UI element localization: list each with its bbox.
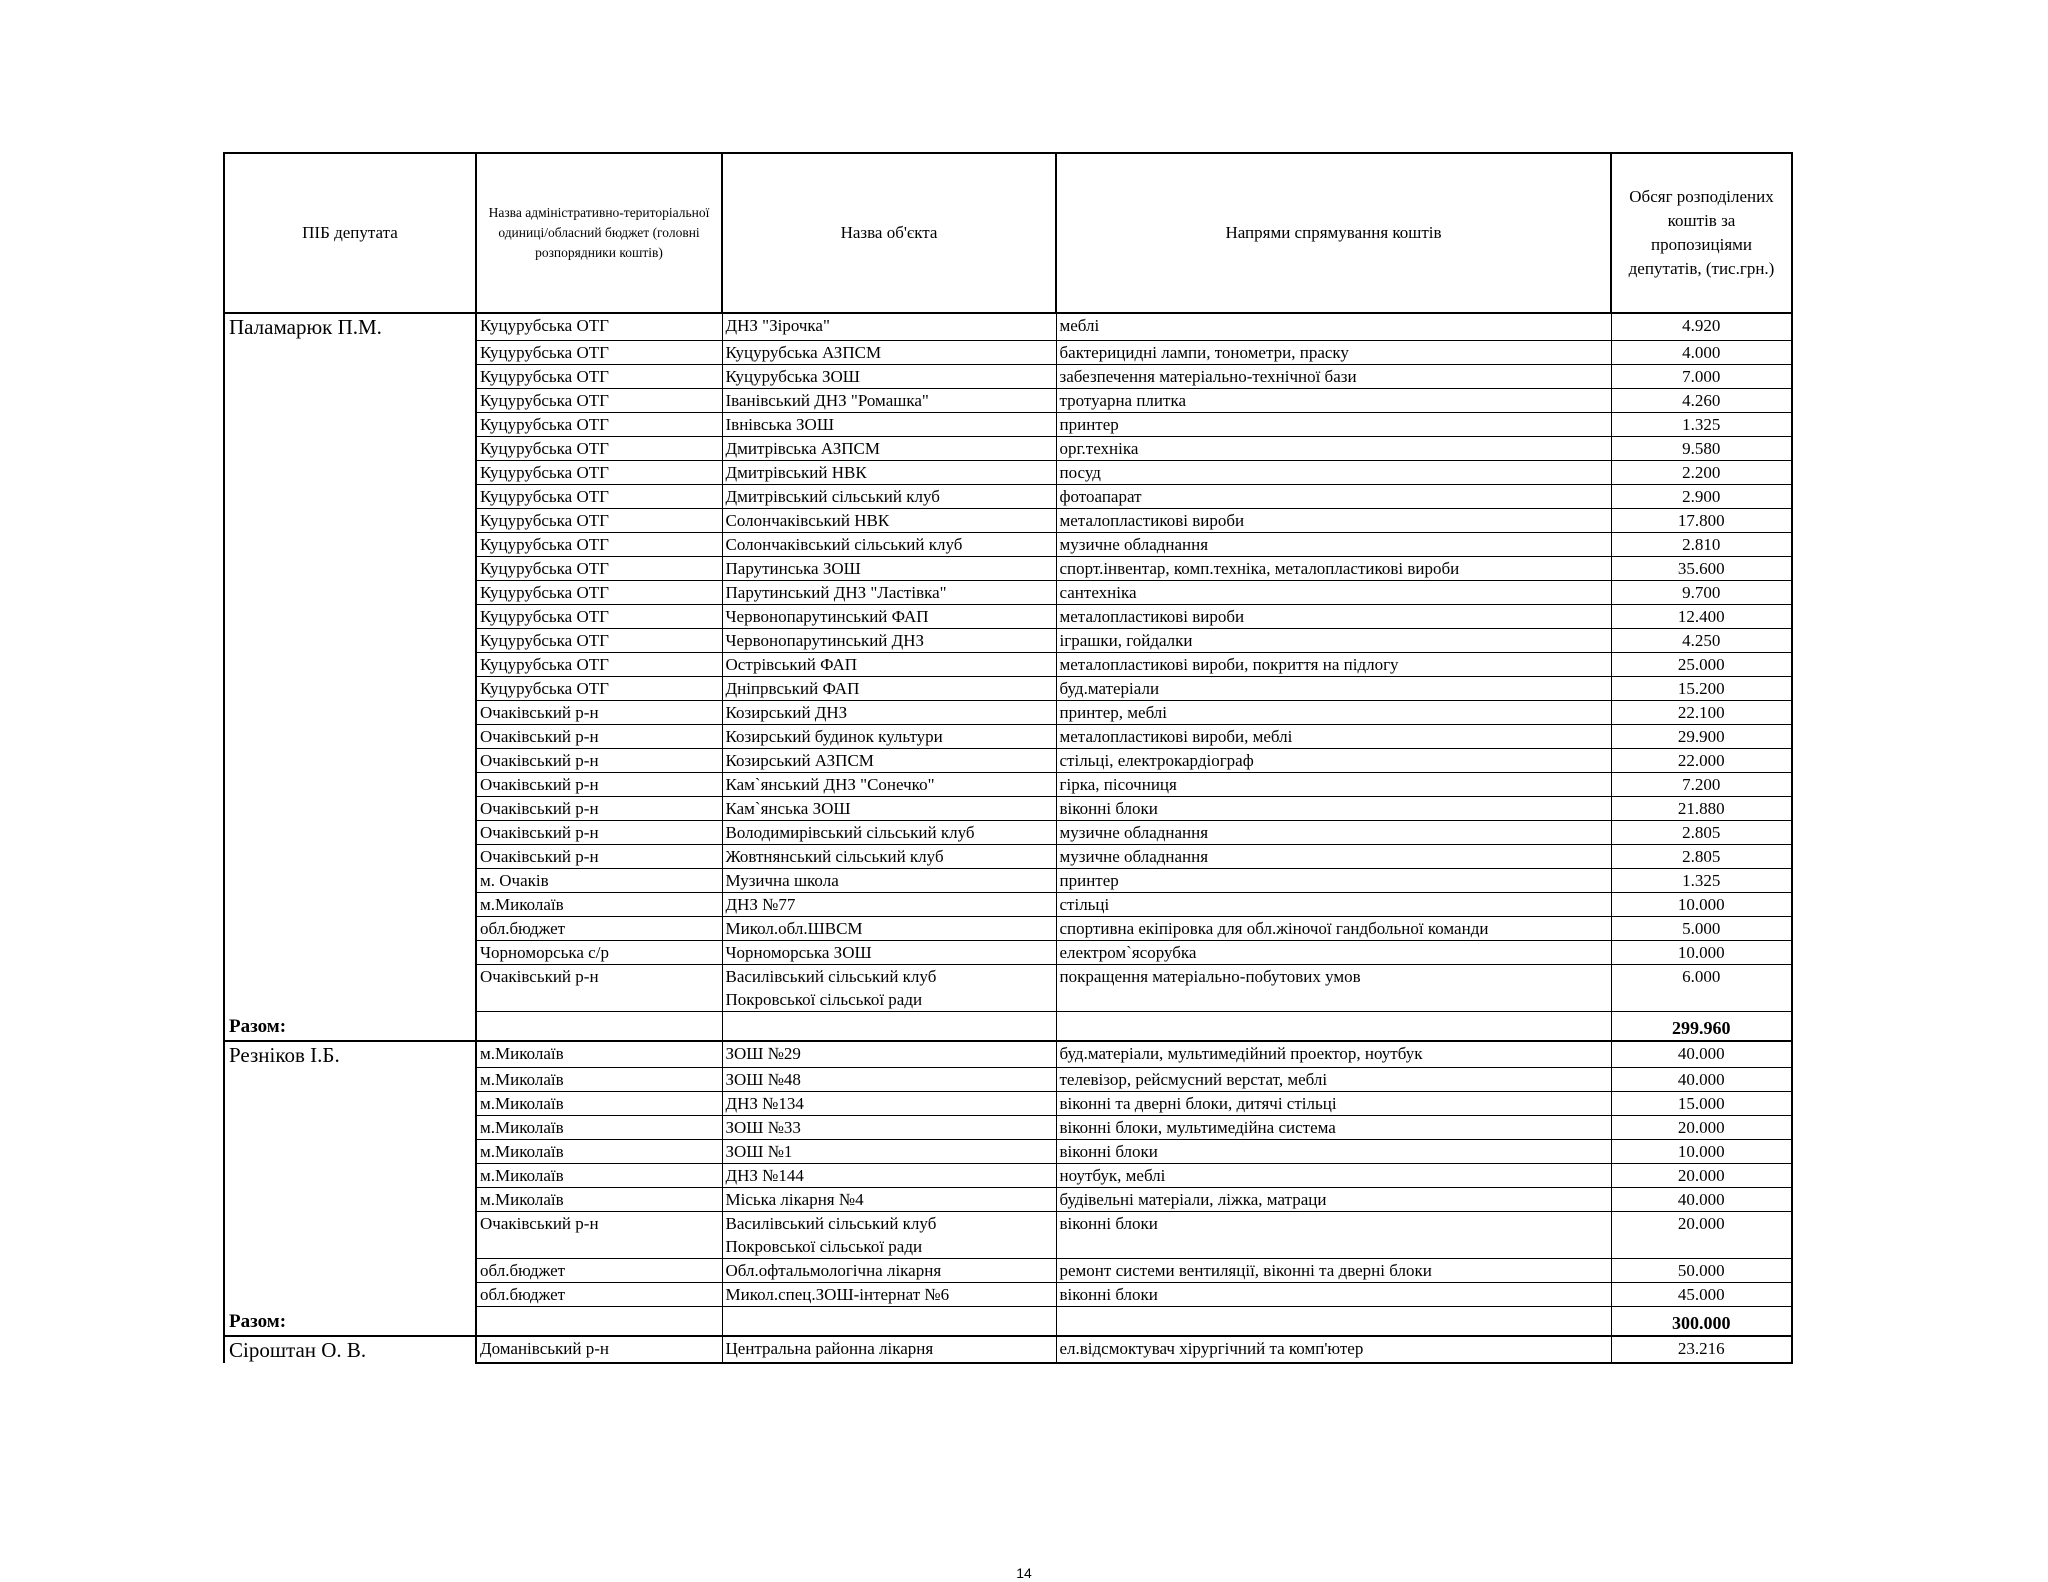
deputy-cell xyxy=(224,820,476,844)
object-cell xyxy=(722,748,1056,772)
object-name-line2: Покровської сільської ради xyxy=(725,1237,923,1256)
unit-cell: Куцурубська ОТГ xyxy=(476,484,722,508)
amount-cell: 50.000 xyxy=(1611,1259,1792,1283)
amount-cell: 1.325 xyxy=(1611,868,1792,892)
amount-cell: 35.600 xyxy=(1611,556,1792,580)
object-cell xyxy=(722,1140,1056,1164)
table-row xyxy=(224,1283,1792,1307)
table-row xyxy=(224,364,1792,388)
directions-cell: гірка, пісочниця xyxy=(1056,772,1611,796)
table-row xyxy=(224,964,1792,1011)
amount-cell: 15.000 xyxy=(1611,1092,1792,1116)
amount-cell: 2.810 xyxy=(1611,532,1792,556)
object-cell xyxy=(722,1092,1056,1116)
object-name: Козирський ДНЗ xyxy=(725,702,848,722)
directions-cell: покращення матеріально-побутових умов xyxy=(1056,964,1611,1011)
table-row xyxy=(224,340,1792,364)
table-row xyxy=(224,700,1792,724)
amount-cell: 7.000 xyxy=(1611,364,1792,388)
amount-cell: 9.580 xyxy=(1611,436,1792,460)
directions-cell: фотоапарат xyxy=(1056,484,1611,508)
total-empty-cell xyxy=(476,1011,722,1041)
amount-cell: 4.000 xyxy=(1611,340,1792,364)
unit-cell: м.Миколаїв xyxy=(476,1116,722,1140)
directions-cell: електром`ясорубка xyxy=(1056,940,1611,964)
amount-cell: 10.000 xyxy=(1611,1140,1792,1164)
object-cell xyxy=(722,724,1056,748)
deputy-cell xyxy=(224,1259,476,1283)
amount-cell: 10.000 xyxy=(1611,892,1792,916)
object-name: Куцурубська АЗПСМ xyxy=(725,342,882,362)
object-cell xyxy=(722,1116,1056,1140)
object-cell xyxy=(722,1259,1056,1283)
deputy-cell xyxy=(224,412,476,436)
unit-cell: Куцурубська ОТГ xyxy=(476,604,722,628)
deputy-cell xyxy=(224,364,476,388)
object-cell xyxy=(722,1212,1056,1259)
amount-cell: 7.200 xyxy=(1611,772,1792,796)
object-name: Козирський будинок культури xyxy=(725,726,943,746)
total-empty-cell xyxy=(722,1011,1056,1041)
table-row xyxy=(224,1140,1792,1164)
deputy-name: Сіроштан О. В. xyxy=(224,1336,476,1363)
unit-cell: м.Миколаїв xyxy=(476,1068,722,1092)
page-number: 14 xyxy=(1016,1565,1032,1581)
total-row xyxy=(224,1307,1792,1337)
unit-cell: м.Миколаїв xyxy=(476,1041,722,1068)
directions-cell: спортивна екіпіровка для обл.жіночої гандбольної команди xyxy=(1056,916,1611,940)
amount-cell: 22.000 xyxy=(1611,748,1792,772)
deputy-cell xyxy=(224,652,476,676)
object-cell xyxy=(722,964,1056,1011)
deputy-cell xyxy=(224,1212,476,1259)
amount-cell: 2.900 xyxy=(1611,484,1792,508)
object-cell xyxy=(722,604,1056,628)
object-name: Парутинський ДНЗ "Ластівка" xyxy=(725,582,947,602)
directions-cell: віконні та дверні блоки, дитячі стільці xyxy=(1056,1092,1611,1116)
unit-cell: Куцурубська ОТГ xyxy=(476,460,722,484)
deputy-cell xyxy=(224,340,476,364)
directions-cell: іграшки, гойдалки xyxy=(1056,628,1611,652)
unit-cell: Куцурубська ОТГ xyxy=(476,652,722,676)
table-row xyxy=(224,1212,1792,1259)
deputy-name: Резніков І.Б. xyxy=(224,1041,476,1068)
object-cell xyxy=(722,1283,1056,1307)
unit-cell: Очаківський р-н xyxy=(476,964,722,1011)
directions-cell: принтер xyxy=(1056,412,1611,436)
amount-cell: 23.216 xyxy=(1611,1336,1792,1363)
deputy-cell xyxy=(224,1068,476,1092)
amount-cell: 2.200 xyxy=(1611,460,1792,484)
object-cell xyxy=(722,460,1056,484)
deputy-cell xyxy=(224,388,476,412)
amount-cell: 20.000 xyxy=(1611,1116,1792,1140)
unit-cell: Очаківський р-н xyxy=(476,796,722,820)
object-name: Острівський ФАП xyxy=(725,654,858,674)
deputy-cell xyxy=(224,1092,476,1116)
deputy-cell xyxy=(224,844,476,868)
unit-cell: Куцурубська ОТГ xyxy=(476,412,722,436)
directions-cell: посуд xyxy=(1056,460,1611,484)
object-name: Іванівський ДНЗ "Ромашка" xyxy=(725,390,929,410)
unit-cell: Очаківський р-н xyxy=(476,1212,722,1259)
object-name: Кам`янський ДНЗ "Сонечко" xyxy=(725,774,935,794)
table-body xyxy=(224,313,1792,1363)
total-empty-cell xyxy=(1056,1011,1611,1041)
unit-cell: м.Миколаїв xyxy=(476,1092,722,1116)
directions-cell: металопластикові вироби xyxy=(1056,508,1611,532)
object-name: Центральна районна лікарня xyxy=(725,1339,934,1358)
total-label: Разом: xyxy=(224,1307,476,1337)
deputy-cell xyxy=(224,604,476,628)
deputy-cell xyxy=(224,1116,476,1140)
deputy-cell xyxy=(224,772,476,796)
object-name: Дмитрівський сільський клуб xyxy=(725,486,940,506)
amount-cell: 40.000 xyxy=(1611,1188,1792,1212)
amount-cell: 10.000 xyxy=(1611,940,1792,964)
object-cell xyxy=(722,772,1056,796)
object-name: ЗОШ №29 xyxy=(725,1043,801,1063)
table-row xyxy=(224,313,1792,340)
unit-cell: Куцурубська ОТГ xyxy=(476,556,722,580)
total-empty-cell xyxy=(476,1307,722,1337)
directions-cell: музичне обладнання xyxy=(1056,844,1611,868)
header-unit: Назва адміністративно-територіальної одиниці/обласний бюджет (головні розпорядники коштів) xyxy=(476,153,722,313)
deputy-cell xyxy=(224,532,476,556)
header-directions: Напрями спрямування коштів xyxy=(1056,153,1611,313)
unit-cell: Куцурубська ОТГ xyxy=(476,364,722,388)
object-name: Володимирівський сільський клуб xyxy=(725,822,975,842)
directions-cell: металопластикові вироби, покриття на підлогу xyxy=(1056,652,1611,676)
table-row xyxy=(224,388,1792,412)
table-row xyxy=(224,556,1792,580)
object-name: Солончаківський НВК xyxy=(725,510,890,530)
directions-cell: принтер, меблі xyxy=(1056,700,1611,724)
object-name: Солончаківський сільський клуб xyxy=(725,534,963,554)
table-row xyxy=(224,676,1792,700)
object-name: Червонопарутинський ДНЗ xyxy=(725,630,925,650)
object-cell xyxy=(722,868,1056,892)
amount-cell: 6.000 xyxy=(1611,964,1792,1011)
table-row xyxy=(224,820,1792,844)
unit-cell: Куцурубська ОТГ xyxy=(476,676,722,700)
directions-cell: віконні блоки xyxy=(1056,1283,1611,1307)
header-pib: ПІБ депутата xyxy=(224,153,476,313)
object-cell xyxy=(722,700,1056,724)
object-name: Дніпрвський ФАП xyxy=(725,678,860,698)
amount-cell: 29.900 xyxy=(1611,724,1792,748)
object-cell xyxy=(722,820,1056,844)
table-row xyxy=(224,652,1792,676)
object-cell xyxy=(722,940,1056,964)
table-row xyxy=(224,508,1792,532)
unit-cell: Куцурубська ОТГ xyxy=(476,340,722,364)
table-row xyxy=(224,580,1792,604)
object-cell xyxy=(722,340,1056,364)
directions-cell: стільці xyxy=(1056,892,1611,916)
object-name-line2: Покровської сільської ради xyxy=(725,989,923,1009)
deputy-cell xyxy=(224,1140,476,1164)
deputy-cell xyxy=(224,700,476,724)
deputy-funds-table xyxy=(223,152,1793,1364)
table-row xyxy=(224,772,1792,796)
object-name: Микол.спец.ЗОШ-інтернат №6 xyxy=(725,1285,950,1304)
table-row xyxy=(224,1259,1792,1283)
unit-cell: Куцурубська ОТГ xyxy=(476,313,722,340)
unit-cell: Очаківський р-н xyxy=(476,724,722,748)
deputy-cell xyxy=(224,1188,476,1212)
directions-cell: металопластикові вироби xyxy=(1056,604,1611,628)
directions-cell: металопластикові вироби, меблі xyxy=(1056,724,1611,748)
deputy-cell xyxy=(224,580,476,604)
object-name: ДНЗ №134 xyxy=(725,1094,804,1113)
object-name: Червонопарутинський ФАП xyxy=(725,606,929,626)
object-cell xyxy=(722,796,1056,820)
amount-cell: 17.800 xyxy=(1611,508,1792,532)
object-name: Жовтнянський сільський клуб xyxy=(725,846,944,866)
directions-cell: віконні блоки, мультимедійна система xyxy=(1056,1116,1611,1140)
deputy-cell xyxy=(224,1283,476,1307)
deputy-cell xyxy=(224,916,476,940)
object-cell xyxy=(722,628,1056,652)
object-name: Міська лікарня №4 xyxy=(725,1190,864,1209)
amount-cell: 2.805 xyxy=(1611,844,1792,868)
table-row xyxy=(224,940,1792,964)
deputy-cell xyxy=(224,1164,476,1188)
total-row xyxy=(224,1011,1792,1041)
object-name: Музична школа xyxy=(725,870,839,890)
unit-cell: м.Миколаїв xyxy=(476,1164,722,1188)
amount-cell: 40.000 xyxy=(1611,1041,1792,1068)
amount-cell: 1.325 xyxy=(1611,412,1792,436)
unit-cell: обл.бюджет xyxy=(476,916,722,940)
object-cell xyxy=(722,676,1056,700)
amount-cell: 12.400 xyxy=(1611,604,1792,628)
directions-cell: ремонт системи вентиляції, віконні та дверні блоки xyxy=(1056,1259,1611,1283)
directions-cell: будівельні матеріали, ліжка, матраци xyxy=(1056,1188,1611,1212)
directions-cell: музичне обладнання xyxy=(1056,820,1611,844)
table-row xyxy=(224,460,1792,484)
total-empty-cell xyxy=(1056,1307,1611,1337)
amount-cell: 20.000 xyxy=(1611,1212,1792,1259)
directions-cell: буд.матеріали xyxy=(1056,676,1611,700)
unit-cell: м.Миколаїв xyxy=(476,1188,722,1212)
object-name: ЗОШ №48 xyxy=(725,1070,801,1089)
unit-cell: Чорноморська с/р xyxy=(476,940,722,964)
amount-cell: 15.200 xyxy=(1611,676,1792,700)
object-cell xyxy=(722,1041,1056,1068)
directions-cell: ел.відсмоктувач хірургічний та комп'ютер xyxy=(1056,1336,1611,1363)
directions-cell: забезпечення матеріально-технічної бази xyxy=(1056,364,1611,388)
table-row xyxy=(224,1336,1792,1363)
deputy-cell xyxy=(224,940,476,964)
unit-cell: Очаківський р-н xyxy=(476,748,722,772)
object-name: Івнівська ЗОШ xyxy=(725,414,834,434)
table-row xyxy=(224,1092,1792,1116)
amount-cell: 45.000 xyxy=(1611,1283,1792,1307)
object-cell xyxy=(722,892,1056,916)
table-row xyxy=(224,1041,1792,1068)
deputy-cell xyxy=(224,484,476,508)
header-object: Назва об'єкта xyxy=(722,153,1056,313)
object-name: Обл.офтальмологічна лікарня xyxy=(725,1261,942,1280)
table-row xyxy=(224,1188,1792,1212)
unit-cell: Куцурубська ОТГ xyxy=(476,580,722,604)
object-cell xyxy=(722,556,1056,580)
unit-cell: обл.бюджет xyxy=(476,1259,722,1283)
object-cell xyxy=(722,388,1056,412)
amount-cell: 21.880 xyxy=(1611,796,1792,820)
deputy-cell xyxy=(224,676,476,700)
object-cell xyxy=(722,484,1056,508)
directions-cell: віконні блоки xyxy=(1056,1140,1611,1164)
object-name: Кам`янська ЗОШ xyxy=(725,798,851,818)
object-cell xyxy=(722,1068,1056,1092)
deputy-cell xyxy=(224,460,476,484)
directions-cell: ноутбук, меблі xyxy=(1056,1164,1611,1188)
table-row xyxy=(224,724,1792,748)
deputy-cell xyxy=(224,964,476,1011)
amount-cell: 9.700 xyxy=(1611,580,1792,604)
object-cell xyxy=(722,580,1056,604)
amount-cell: 4.250 xyxy=(1611,628,1792,652)
amount-cell: 4.260 xyxy=(1611,388,1792,412)
table-row xyxy=(224,844,1792,868)
directions-cell: телевізор, рейсмусний верстат, меблі xyxy=(1056,1068,1611,1092)
deputy-cell xyxy=(224,556,476,580)
amount-cell: 20.000 xyxy=(1611,1164,1792,1188)
deputy-cell xyxy=(224,748,476,772)
unit-cell: обл.бюджет xyxy=(476,1283,722,1307)
deputy-name: Паламарюк П.М. xyxy=(224,313,476,340)
object-cell xyxy=(722,364,1056,388)
object-name: ДНЗ №144 xyxy=(725,1166,804,1185)
total-amount: 299.960 xyxy=(1611,1011,1792,1041)
object-cell xyxy=(722,652,1056,676)
table-row xyxy=(224,1116,1792,1140)
table-row xyxy=(224,916,1792,940)
unit-cell: Доманівський р-н xyxy=(476,1336,722,1363)
table-row xyxy=(224,604,1792,628)
amount-cell: 40.000 xyxy=(1611,1068,1792,1092)
deputy-cell xyxy=(224,724,476,748)
object-name: Чорноморська ЗОШ xyxy=(725,942,872,962)
object-name: Парутинська ЗОШ xyxy=(725,558,861,578)
table-row xyxy=(224,628,1792,652)
object-name: Дмитрівська АЗПСМ xyxy=(725,438,880,458)
object-name: Василівський сільський клуб xyxy=(725,966,937,986)
table-row xyxy=(224,796,1792,820)
object-cell xyxy=(722,1188,1056,1212)
amount-cell: 5.000 xyxy=(1611,916,1792,940)
amount-cell: 22.100 xyxy=(1611,700,1792,724)
table-row xyxy=(224,892,1792,916)
total-label: Разом: xyxy=(224,1011,476,1041)
directions-cell: сантехніка xyxy=(1056,580,1611,604)
unit-cell: Очаківський р-н xyxy=(476,700,722,724)
object-cell xyxy=(722,412,1056,436)
object-cell xyxy=(722,532,1056,556)
object-name: ДНЗ №77 xyxy=(725,894,796,914)
table-row xyxy=(224,436,1792,460)
unit-cell: м. Очаків xyxy=(476,868,722,892)
directions-cell: віконні блоки xyxy=(1056,796,1611,820)
unit-cell: Куцурубська ОТГ xyxy=(476,532,722,556)
object-cell xyxy=(722,436,1056,460)
unit-cell: Куцурубська ОТГ xyxy=(476,628,722,652)
object-cell xyxy=(722,508,1056,532)
object-name: Василівський сільський клуб xyxy=(725,1214,937,1233)
object-name: ЗОШ №1 xyxy=(725,1142,793,1161)
object-name: ЗОШ №33 xyxy=(725,1118,801,1137)
amount-cell: 2.805 xyxy=(1611,820,1792,844)
unit-cell: м.Миколаїв xyxy=(476,892,722,916)
unit-cell: м.Миколаїв xyxy=(476,1140,722,1164)
object-name: Козирський АЗПСМ xyxy=(725,750,874,770)
unit-cell: Куцурубська ОТГ xyxy=(476,508,722,532)
object-name: Куцурубська ЗОШ xyxy=(725,366,860,386)
table-row xyxy=(224,532,1792,556)
deputy-cell xyxy=(224,892,476,916)
table-row xyxy=(224,748,1792,772)
total-amount: 300.000 xyxy=(1611,1307,1792,1337)
table-row xyxy=(224,1068,1792,1092)
header-volume: Обсяг розподілених коштів за пропозиціями депутатів, (тис.грн.) xyxy=(1611,153,1792,313)
table-row xyxy=(224,868,1792,892)
object-name: ДНЗ "Зірочка" xyxy=(725,316,830,335)
object-cell xyxy=(722,1164,1056,1188)
unit-cell: Куцурубська ОТГ xyxy=(476,388,722,412)
object-cell xyxy=(722,1336,1056,1363)
deputy-cell xyxy=(224,796,476,820)
directions-cell: бактерицидні лампи, тонометри, праску xyxy=(1056,340,1611,364)
object-cell xyxy=(722,916,1056,940)
unit-cell: Очаківський р-н xyxy=(476,772,722,796)
deputy-cell xyxy=(224,868,476,892)
directions-cell: стільці, електрокардіограф xyxy=(1056,748,1611,772)
budget-table-sheet xyxy=(223,152,1791,1364)
directions-cell: віконні блоки xyxy=(1056,1212,1611,1259)
directions-cell: принтер xyxy=(1056,868,1611,892)
object-name: Микол.обл.ШВСМ xyxy=(725,918,863,938)
table-row xyxy=(224,412,1792,436)
unit-cell: Очаківський р-н xyxy=(476,820,722,844)
object-name: Дмитрівський НВК xyxy=(725,462,867,482)
deputy-cell xyxy=(224,628,476,652)
directions-cell: орг.техніка xyxy=(1056,436,1611,460)
unit-cell: Куцурубська ОТГ xyxy=(476,436,722,460)
amount-cell: 4.920 xyxy=(1611,313,1792,340)
table-row xyxy=(224,484,1792,508)
object-cell xyxy=(722,844,1056,868)
directions-cell: спорт.інвентар, комп.техніка, металопластикові вироби xyxy=(1056,556,1611,580)
table-header-row xyxy=(224,153,1792,313)
unit-cell: Очаківський р-н xyxy=(476,844,722,868)
deputy-cell xyxy=(224,508,476,532)
table-row xyxy=(224,1164,1792,1188)
amount-cell: 25.000 xyxy=(1611,652,1792,676)
directions-cell: тротуарна плитка xyxy=(1056,388,1611,412)
directions-cell: музичне обладнання xyxy=(1056,532,1611,556)
directions-cell: меблі xyxy=(1056,313,1611,340)
directions-cell: буд.матеріали, мультимедійний проектор, ноутбук xyxy=(1056,1041,1611,1068)
total-empty-cell xyxy=(722,1307,1056,1337)
object-cell xyxy=(722,313,1056,340)
deputy-cell xyxy=(224,436,476,460)
